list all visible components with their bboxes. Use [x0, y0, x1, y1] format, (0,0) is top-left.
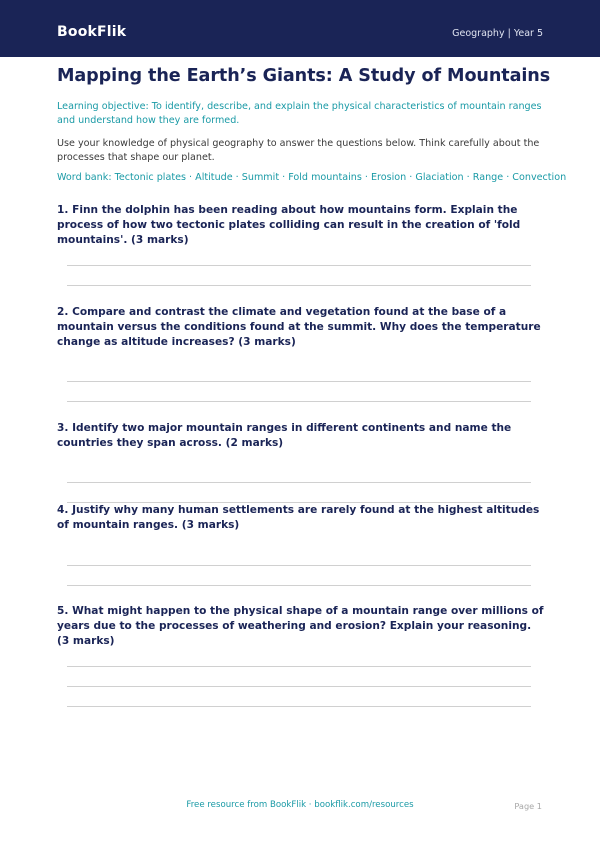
subject-year-label: Geography | Year 5: [452, 28, 543, 39]
question-2: 2. Compare and contrast the climate and vegetation found at the base of a mountain versus the conditions found at the summit. Why does the temperature change as altitude increases? (3 marks): [57, 306, 541, 348]
answer-line[interactable]: [67, 686, 531, 687]
question-1: 1. Finn the dolphin has been reading about how mountains form. Explain the process of how two tectonic plates colliding can result in the creation of 'fold mountains'. (3 marks): [57, 204, 521, 246]
answer-line[interactable]: [67, 381, 531, 382]
answer-line[interactable]: [67, 706, 531, 707]
page-number: Page 1: [514, 801, 542, 811]
answer-line[interactable]: [67, 482, 531, 483]
page-title: Mapping the Earth’s Giants: A Study of Mountains: [57, 66, 551, 86]
answer-line[interactable]: [67, 585, 531, 586]
learning-objective: Learning objective: To identify, describe, and explain the physical characteristics of mountain ranges and understand how they are formed.: [57, 101, 542, 126]
question-5: 5. What might happen to the physical shape of a mountain range over millions of years due to the processes of weathering and erosion? Explain your reasoning. (3 marks): [57, 605, 544, 647]
brand-logo: BookFlik: [57, 24, 127, 40]
answer-line[interactable]: [67, 265, 531, 266]
answer-line[interactable]: [67, 285, 531, 286]
answer-line[interactable]: [67, 565, 531, 566]
word-bank: Word bank: Tectonic plates · Altitude · Summit · Fold mountains · Erosion · Glaciation · Range · Convection: [57, 172, 567, 183]
instructions: Use your knowledge of physical geography to answer the questions below. Think carefully about the processes that shape our planet.: [57, 138, 540, 163]
question-4: 4. Justify why many human settlements are rarely found at the highest altitudes of mountain ranges. (3 marks): [57, 504, 540, 531]
answer-line[interactable]: [67, 401, 531, 402]
footer-resource-link[interactable]: Free resource from BookFlik · bookflik.com/resources: [186, 800, 414, 810]
answer-line[interactable]: [67, 666, 531, 667]
question-3: 3. Identify two major mountain ranges in different continents and name the countries they span across. (2 marks): [57, 422, 512, 449]
page-header: [0, 0, 600, 57]
